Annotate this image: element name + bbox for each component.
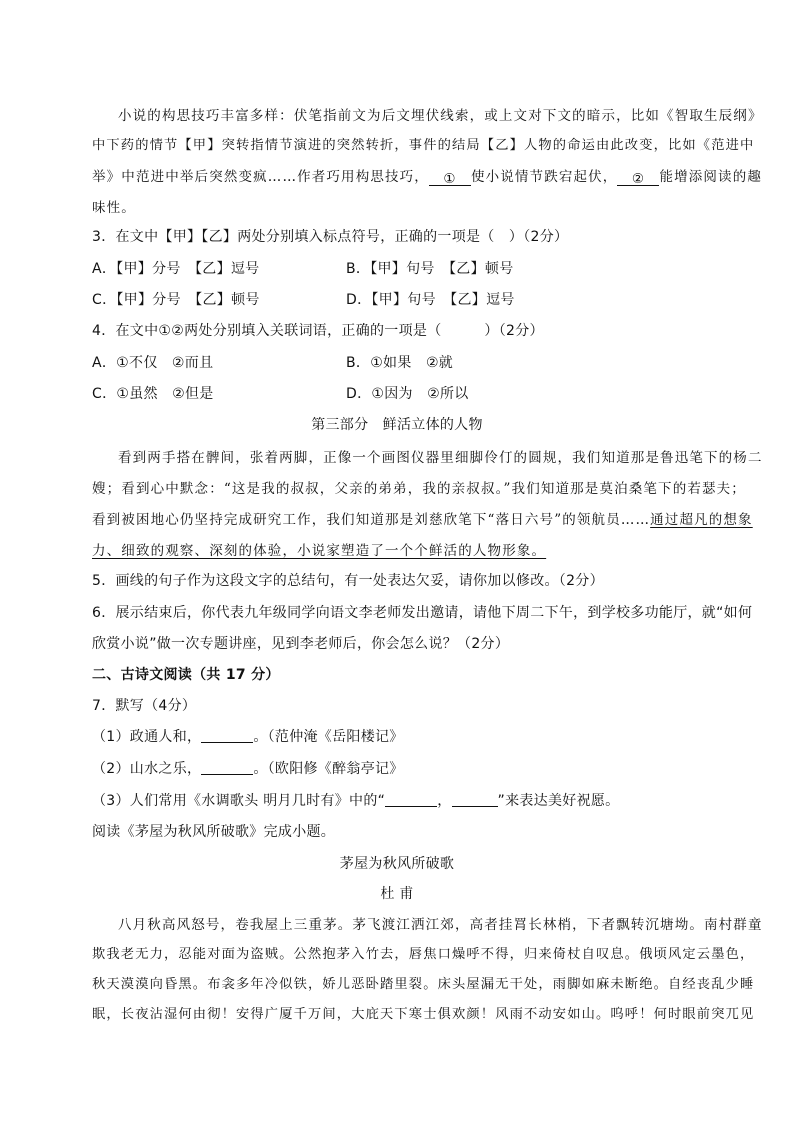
para1-line1: 小说的构思技巧丰富多样：伏笔指前文为后文埋伏线索，或上文对下文的暗示，比如《智取生辰纲》 xyxy=(118,108,763,124)
q3-option-c: C．【甲】分号 【乙】顿号 xyxy=(92,292,260,308)
underlined-sentence-end: 力、细致的观察、深刻的体验，小说家塑造了一个个鲜活的人物形象。 xyxy=(92,543,547,559)
q4-option-a: A．①不仅 ②而且 xyxy=(92,355,214,371)
q6-line1: 6．展示结束后，你代表九年级同学向语文李老师发出邀请，请他下周二下午，到学校多功能厅，就“如何 xyxy=(92,605,753,621)
q7-item2-text-a: （2）山水之乐， xyxy=(92,761,202,777)
q3-option-a: A．【甲】分号 【乙】逗号 xyxy=(92,261,260,277)
q7-item1-text-a: （1）政通人和， xyxy=(92,729,202,745)
para1-line4: 味性。 xyxy=(92,200,136,216)
part3-line3 xyxy=(92,508,753,528)
q4-stem: 4．在文中①②两处分别填入关联词语，正确的一项是（ ）（2分） xyxy=(92,323,544,339)
q4-option-c: C．①虽然 ②但是 xyxy=(92,386,214,402)
q4-option-d: D．①因为 ②所以 xyxy=(346,386,469,402)
q7-item3-text-a: （3）人们常用《水调歌头 明月几时有》中的“ xyxy=(92,793,386,809)
q7-blank-1 xyxy=(201,728,253,743)
q4-option-b: B．①如果 ②就 xyxy=(346,355,454,371)
q3-option-d: D．【甲】句号 【乙】逗号 xyxy=(346,292,515,308)
poem-line2: 欺我老无力，忍能对面为盗贼。公然抱茅入竹去，唇焦口燥呼不得，归来倚杖自叹息。俄顷风定云墨色， xyxy=(92,947,755,962)
para1-line3 xyxy=(92,165,762,186)
poem-title: 茅屋为秋风所破歌 xyxy=(339,856,455,872)
q7-blank-3 xyxy=(385,792,437,807)
part3-title: 第三部分 鲜活立体的人物 xyxy=(311,417,483,433)
poem-line3: 秋天漠漠向昏黑。布衾多年冷似铁，娇儿恶卧踏里裂。床头屋漏无干处，雨脚如麻未断绝。自经丧乱少睡 xyxy=(92,977,755,992)
underlined-sentence-start: 通过超凡的想象 xyxy=(650,512,753,528)
q7-item1 xyxy=(92,726,404,746)
part3-line1: 看到两手搭在髀间，张着两脚，正像一个画图仪器里细脚伶仃的圆规，我们知道那是鲁迅笔下的杨二 xyxy=(118,450,763,466)
para1-line3-text-b: 使小说情节跌宕起伏， xyxy=(470,169,618,185)
para1-line3-text-c: 能增添阅读的趣 xyxy=(659,169,763,185)
q7-item2-text-b: 。（欧阳修《醉翁亭记》 xyxy=(253,761,404,777)
blank-1: ① xyxy=(429,171,471,186)
part3-line2: 嫂；看到心中默念：“这是我的叔叔，父亲的弟弟，我的亲叔叔。”我们知道那是莫泊桑笔下的若瑟夫； xyxy=(92,481,746,497)
q6-line2: 欣赏小说”做一次专题讲座，见到李老师后，你会怎么说？（2分） xyxy=(92,636,510,652)
section2-heading: 二、古诗文阅读（共 17 分） xyxy=(92,667,280,683)
reading-instruction: 阅读《茅屋为秋风所破歌》完成小题。 xyxy=(92,824,336,840)
q7-blank-4 xyxy=(452,792,498,807)
para1-line2: 中下药的情节【甲】突转指情节演进的突然转折，事件的结局【乙】人物的命运由此改变，比如《范进中 xyxy=(92,138,755,153)
q7-item2 xyxy=(92,758,404,778)
para1-line3-text-a: 举》中范进中举后突然变疯……作者巧用构思技巧， xyxy=(92,169,429,185)
blank-2: ② xyxy=(617,171,659,186)
part3-line3-text: 看到被困地心仍坚持完成研究工作，我们知道那是刘慈欣笔下“落日六号”的领航员…… xyxy=(92,512,651,528)
poem-line1: 八月秋高风怒号，卷我屋上三重茅。茅飞渡江洒江郊，高者挂罥长林梢，下者飘转沉塘坳。南村群童 xyxy=(118,917,763,933)
q5-stem: 5．画线的句子作为这段文字的总结句，有一处表达欠妥，请你加以修改。（2分） xyxy=(92,573,604,589)
q3-option-b: B．【甲】句号 【乙】顿号 xyxy=(346,261,514,277)
q3-stem: 3．在文中【甲】【乙】两处分别填入标点符号，正确的一项是（ ）（2分） xyxy=(92,229,569,245)
q7-item3 xyxy=(92,790,619,810)
poem-author: 杜 甫 xyxy=(380,886,414,902)
q7-item3-text-c: ”来表达美好祝愿。 xyxy=(497,793,620,809)
poem-line4: 眠，长夜沾湿何由彻！安得广厦千万间，大庇天下寒士俱欢颜！风雨不动安如山。呜呼！何时眼前突兀见 xyxy=(92,1007,755,1022)
q7-item3-text-b: ， xyxy=(437,793,452,809)
q7-stem: 7．默写（4分） xyxy=(92,698,197,714)
q7-item1-text-b: 。（范仲淹《岳阳楼记》 xyxy=(253,729,404,745)
q7-blank-2 xyxy=(201,760,253,775)
